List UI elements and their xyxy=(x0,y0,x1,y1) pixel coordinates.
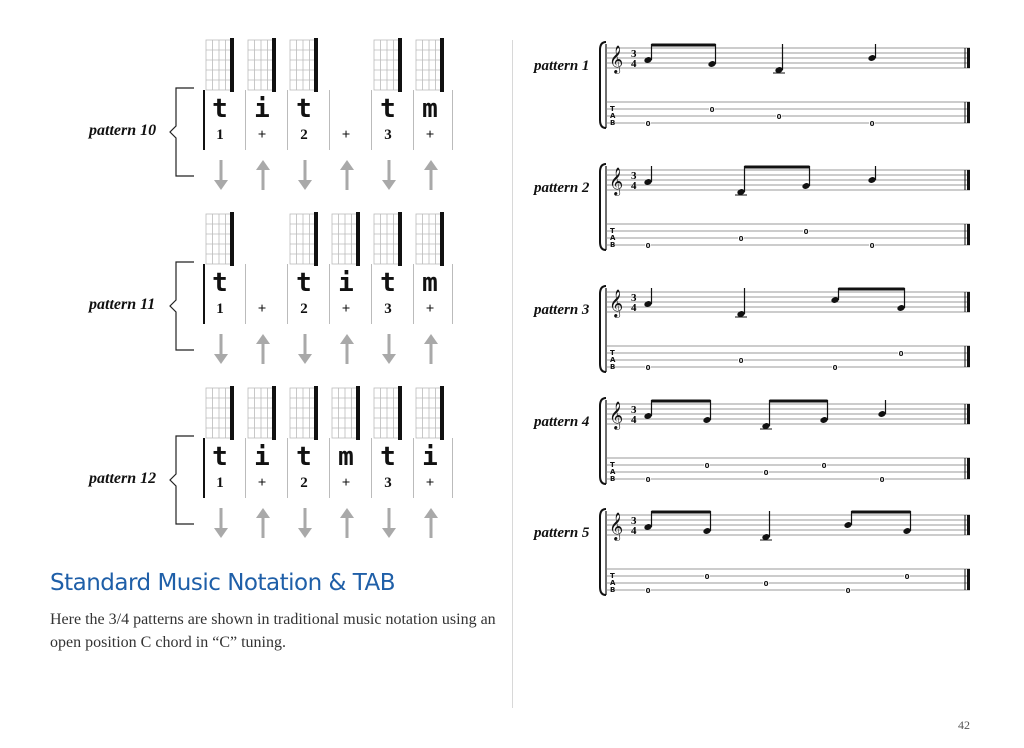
finger-letter: t xyxy=(212,442,228,472)
pattern-bracket xyxy=(166,430,206,526)
tab-fret-number: 0 xyxy=(645,587,651,595)
finger-letter: i xyxy=(254,442,270,472)
beat-count: + xyxy=(425,301,435,317)
finger-letter: t xyxy=(380,268,396,298)
svg-text:A: A xyxy=(610,112,616,120)
tab-fret-number: 0 xyxy=(704,462,710,470)
finger-letter: m xyxy=(422,94,438,124)
column-divider xyxy=(512,40,513,708)
chord-diagram xyxy=(203,38,237,92)
tab-fret-number: 0 xyxy=(879,476,885,484)
svg-text:A: A xyxy=(610,579,616,587)
beat-separator xyxy=(452,438,453,498)
tab-fret-number: 0 xyxy=(845,587,851,595)
down-arrow-icon xyxy=(379,506,399,540)
tab-fret-number: 0 xyxy=(763,580,769,588)
chord-diagram xyxy=(329,212,363,266)
time-signature-bottom: 4 xyxy=(631,414,637,426)
chord-diagram xyxy=(245,38,279,92)
notation-system xyxy=(598,162,978,254)
beat-count: 1 xyxy=(216,301,224,317)
section-body-text: Here the 3/4 patterns are shown in traditional music notation using an open position C chord in “C” tuning. xyxy=(50,611,496,651)
svg-text:T: T xyxy=(610,572,615,580)
finger-letter: t xyxy=(212,268,228,298)
chord-diagram xyxy=(413,386,447,440)
up-arrow-icon xyxy=(421,158,441,192)
up-arrow-icon xyxy=(337,506,357,540)
svg-text:A: A xyxy=(610,356,616,364)
time-signature-top: 3 xyxy=(631,292,637,304)
finger-letter: t xyxy=(296,442,312,472)
pattern-bracket xyxy=(166,82,206,178)
chord-diagram xyxy=(203,386,237,440)
tab-fret-number: 0 xyxy=(904,573,910,581)
tab-fret-number: 0 xyxy=(821,462,827,470)
tab-fret-number: 0 xyxy=(645,120,651,128)
time-signature-bottom: 4 xyxy=(631,58,637,70)
time-signature-bottom: 4 xyxy=(631,525,637,537)
notation-system xyxy=(598,284,978,376)
finger-letter: m xyxy=(422,268,438,298)
tab-fret-number: 0 xyxy=(898,350,904,358)
beat-count: + xyxy=(257,127,267,143)
notation-pattern-label: pattern 4 xyxy=(534,414,590,430)
time-signature-top: 3 xyxy=(631,170,637,182)
beat-count: 3 xyxy=(384,301,392,317)
svg-text:B: B xyxy=(610,475,616,483)
down-arrow-icon xyxy=(379,158,399,192)
time-signature-bottom: 4 xyxy=(631,302,637,314)
notation-pattern-label: pattern 2 xyxy=(534,180,590,196)
finger-letter: m xyxy=(338,442,354,472)
notation-system xyxy=(598,507,978,599)
beat-count: 1 xyxy=(216,475,224,491)
svg-text:B: B xyxy=(610,586,616,594)
down-arrow-icon xyxy=(295,332,315,366)
svg-text:T: T xyxy=(610,461,615,469)
chord-diagram xyxy=(245,386,279,440)
beat-separator xyxy=(452,90,453,150)
tab-fret-number: 0 xyxy=(645,242,651,250)
down-arrow-icon xyxy=(379,332,399,366)
up-arrow-icon xyxy=(337,332,357,366)
svg-text:B: B xyxy=(610,241,616,249)
svg-text:A: A xyxy=(610,468,616,476)
page-number: 42 xyxy=(958,718,970,732)
chord-diagram xyxy=(413,38,447,92)
up-arrow-icon xyxy=(253,506,273,540)
time-signature-top: 3 xyxy=(631,48,637,60)
svg-text:A: A xyxy=(610,234,616,242)
tab-fret-number: 0 xyxy=(738,235,744,243)
time-signature-top: 3 xyxy=(631,515,637,527)
tab-fret-number: 0 xyxy=(776,113,782,121)
notation-pattern-label: pattern 1 xyxy=(534,58,590,74)
tab-fret-number: 0 xyxy=(869,120,875,128)
notation-pattern-label: pattern 3 xyxy=(534,302,590,318)
notation-system xyxy=(598,396,978,488)
up-arrow-icon xyxy=(421,506,441,540)
tab-fret-number: 0 xyxy=(763,469,769,477)
strum-pattern-label: pattern 11 xyxy=(89,296,156,313)
beat-count: 3 xyxy=(384,127,392,143)
beat-count: + xyxy=(425,475,435,491)
finger-letter: t xyxy=(380,442,396,472)
finger-letter: t xyxy=(380,94,396,124)
tab-fret-number: 0 xyxy=(869,242,875,250)
down-arrow-icon xyxy=(295,506,315,540)
up-arrow-icon xyxy=(421,332,441,366)
finger-letter: t xyxy=(212,94,228,124)
down-arrow-icon xyxy=(295,158,315,192)
tab-fret-number: 0 xyxy=(803,228,809,236)
finger-letter: i xyxy=(338,268,354,298)
down-arrow-icon xyxy=(211,332,231,366)
beat-count: 3 xyxy=(384,475,392,491)
beat-count: + xyxy=(425,127,435,143)
svg-text:B: B xyxy=(610,363,616,371)
svg-text:T: T xyxy=(610,227,615,235)
finger-letter: i xyxy=(254,94,270,124)
tab-fret-number: 0 xyxy=(645,364,651,372)
finger-letter: i xyxy=(422,442,438,472)
finger-letter: t xyxy=(296,268,312,298)
beat-count: 2 xyxy=(300,475,308,491)
svg-text:B: B xyxy=(610,119,616,127)
tab-fret-number: 0 xyxy=(709,106,715,114)
time-signature-bottom: 4 xyxy=(631,180,637,192)
down-arrow-icon xyxy=(211,158,231,192)
tab-fret-number: 0 xyxy=(704,573,710,581)
up-arrow-icon xyxy=(337,158,357,192)
chord-diagram xyxy=(329,386,363,440)
chord-diagram xyxy=(203,212,237,266)
chord-diagram xyxy=(371,38,405,92)
beat-count: + xyxy=(341,301,351,317)
up-arrow-icon xyxy=(253,332,273,366)
section-heading: Standard Music Notation & TAB xyxy=(50,570,395,596)
strum-pattern-label: pattern 12 xyxy=(89,470,157,487)
chord-diagram xyxy=(287,212,321,266)
svg-text:𝄞: 𝄞 xyxy=(609,401,624,429)
svg-text:T: T xyxy=(610,349,615,357)
beat-count: + xyxy=(341,127,351,143)
chord-diagram xyxy=(287,38,321,92)
finger-letter: t xyxy=(296,94,312,124)
strum-pattern-label: pattern 10 xyxy=(89,122,157,139)
tab-fret-number: 0 xyxy=(645,476,651,484)
down-arrow-icon xyxy=(211,506,231,540)
svg-text:𝄞: 𝄞 xyxy=(609,167,624,195)
beat-count: + xyxy=(257,301,267,317)
notation-system xyxy=(598,40,978,132)
chord-diagram xyxy=(371,386,405,440)
svg-text:𝄞: 𝄞 xyxy=(609,289,624,317)
beat-separator xyxy=(452,264,453,324)
tab-fret-number: 0 xyxy=(832,364,838,372)
svg-text:𝄞: 𝄞 xyxy=(609,512,624,540)
beat-count: 2 xyxy=(300,127,308,143)
up-arrow-icon xyxy=(253,158,273,192)
beat-count: + xyxy=(257,475,267,491)
svg-text:𝄞: 𝄞 xyxy=(609,45,624,73)
tab-fret-number: 0 xyxy=(738,357,744,365)
time-signature-top: 3 xyxy=(631,404,637,416)
svg-text:T: T xyxy=(610,105,615,113)
chord-diagram xyxy=(371,212,405,266)
beat-count: + xyxy=(341,475,351,491)
pattern-bracket xyxy=(166,256,206,352)
beat-count: 2 xyxy=(300,301,308,317)
notation-pattern-label: pattern 5 xyxy=(534,525,590,541)
chord-diagram xyxy=(413,212,447,266)
chord-diagram xyxy=(287,386,321,440)
beat-count: 1 xyxy=(216,127,224,143)
